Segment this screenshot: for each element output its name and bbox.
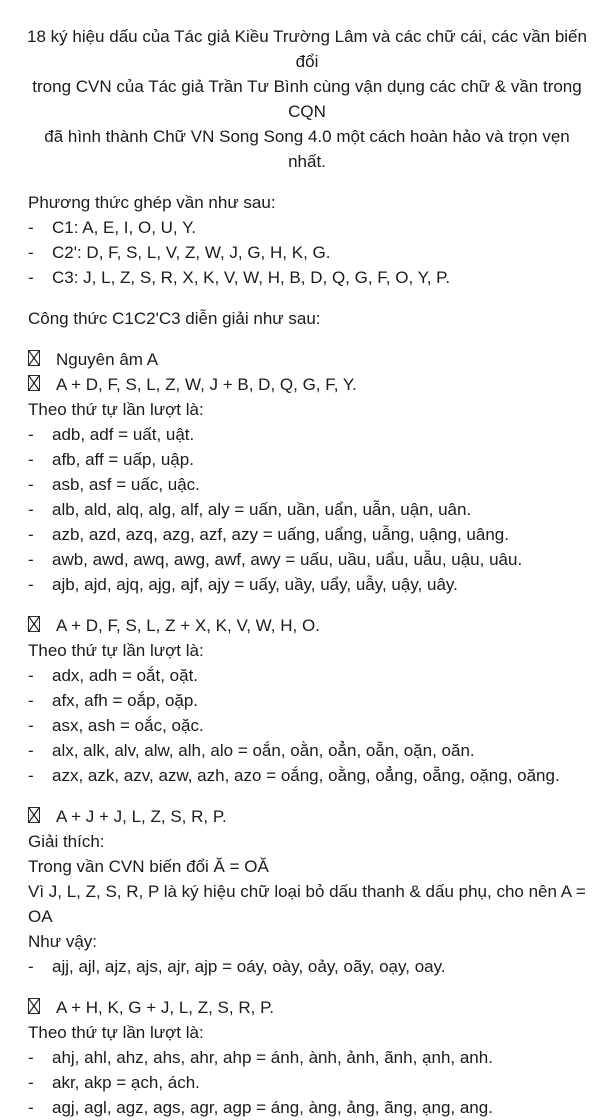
dash-bullet: - <box>28 450 34 469</box>
dash-bullet: - <box>28 716 34 735</box>
dash-item-text: afb, aff = uấp, uập. <box>52 450 194 469</box>
text-line: Theo thứ tự lần lượt là: <box>28 1023 204 1042</box>
dash-item-text: alx, alk, alv, alw, alh, alo = oắn, oằn, oẳn, oẵn, oặn, oăn. <box>52 741 475 760</box>
dash-list-item <box>28 954 586 979</box>
dash-bullet: - <box>28 766 34 785</box>
dash-item-text: azb, azd, azq, azg, azf, azy = uấng, uẩng, uẫng, uậng, uâng. <box>52 525 509 544</box>
dash-bullet: - <box>28 575 34 594</box>
dash-item-text: alb, ald, alq, alg, alf, aly = uấn, uần, uẩn, uẫn, uận, uân. <box>52 500 472 519</box>
dash-list-item <box>28 1095 586 1120</box>
dash-bullet: - <box>28 525 34 544</box>
spacer <box>28 788 586 804</box>
dash-bullet: - <box>28 425 34 444</box>
dash-list-item <box>28 215 586 240</box>
formula-heading <box>28 372 586 397</box>
dash-list-item <box>28 713 586 738</box>
missing-glyph-icon <box>28 616 40 632</box>
document-body <box>28 24 586 1120</box>
spacer <box>28 597 586 613</box>
dash-bullet: - <box>28 1048 34 1067</box>
missing-glyph-icon <box>28 350 40 366</box>
dash-list-item <box>28 522 586 547</box>
intro-paragraph-line: đã hình thành Chữ VN Song Song 4.0 một cách hoàn hảo và trọn vẹn nhất. <box>44 127 570 171</box>
dash-list-item <box>28 422 586 447</box>
text-line: Trong vần CVN biến đổi Ă = OĂ <box>28 857 269 876</box>
dash-bullet: - <box>28 550 34 569</box>
dash-item-text: adx, adh = oắt, oặt. <box>52 666 199 685</box>
dash-bullet: - <box>28 500 34 519</box>
dash-bullet: - <box>28 666 34 685</box>
dash-list-item <box>28 265 586 290</box>
missing-glyph-icon <box>28 807 40 823</box>
dash-list-item <box>28 472 586 497</box>
dash-bullet: - <box>28 1073 34 1092</box>
dash-bullet: - <box>28 1098 34 1117</box>
dash-list-item <box>28 763 586 788</box>
dash-item-text: ahj, ahl, ahz, ahs, ahr, ahp = ánh, ành, ảnh, ãnh, ạnh, anh. <box>52 1048 493 1067</box>
dash-list-item <box>28 738 586 763</box>
text-line: Như vậy: <box>28 932 98 951</box>
text-line: Vì J, L, Z, S, R, P là ký hiệu chữ loại bỏ dấu thanh & dấu phụ, cho nên A = OA <box>28 882 586 926</box>
formula-text: A + D, F, S, L, Z + X, K, V, W, H, O. <box>56 616 320 635</box>
formula-text: A + H, K, G + J, L, Z, S, R, P. <box>56 998 274 1017</box>
formula-text: A + D, F, S, L, Z, W, J + B, D, Q, G, F, Y. <box>56 375 357 394</box>
dash-list-item <box>28 572 586 597</box>
missing-glyph-icon <box>28 375 40 391</box>
text-line: Theo thứ tự lần lượt là: <box>28 641 204 660</box>
dash-item-text: ajj, ajl, ajz, ajs, ajr, ajp = oáy, oày, oảy, oãy, oạy, oay. <box>52 957 446 976</box>
dash-list-item <box>28 447 586 472</box>
dash-item-text: C1: A, E, I, O, U, Y. <box>52 218 196 237</box>
formula-text: A + J + J, L, Z, S, R, P. <box>56 807 227 826</box>
dash-list-item <box>28 688 586 713</box>
spacer <box>28 331 586 347</box>
dash-item-text: akr, akp = ạch, ách. <box>52 1073 200 1092</box>
text-line: Giải thích: <box>28 832 105 851</box>
dash-bullet: - <box>28 268 34 287</box>
dash-item-text: agj, agl, agz, ags, agr, agp = áng, àng, ảng, ãng, ạng, ang. <box>52 1098 493 1117</box>
dash-list-item <box>28 240 586 265</box>
intro-paragraph-line: trong CVN của Tác giả Trần Tư Bình cùng vận dụng các chữ & vần trong CQN <box>32 77 582 121</box>
spacer <box>28 290 586 306</box>
dash-bullet: - <box>28 218 34 237</box>
formula-heading <box>28 995 586 1020</box>
dash-list-item <box>28 1070 586 1095</box>
text-line: Phương thức ghép vần như sau: <box>28 193 276 212</box>
text-line: Công thức C1C2'C3 diễn giải như sau: <box>28 309 321 328</box>
dash-item-text: asb, asf = uấc, uậc. <box>52 475 200 494</box>
dash-item-text: asx, ash = oắc, oặc. <box>52 716 204 735</box>
intro-paragraph-line: 18 ký hiệu dấu của Tác giả Kiều Trường Lâm và các chữ cái, các vần biến đổi <box>27 27 587 71</box>
dash-bullet: - <box>28 957 34 976</box>
dash-list-item <box>28 1045 586 1070</box>
missing-glyph-icon <box>28 998 40 1014</box>
dash-bullet: - <box>28 243 34 262</box>
spacer <box>28 174 586 190</box>
dash-item-text: azx, azk, azv, azw, azh, azo = oắng, oằng, oẳng, oẵng, oặng, oăng. <box>52 766 560 785</box>
dash-item-text: ajb, ajd, ajq, ajg, ajf, ajy = uấy, uầy, uẩy, uẫy, uậy, uây. <box>52 575 458 594</box>
dash-item-text: C3: J, L, Z, S, R, X, K, V, W, H, B, D, Q, G, F, O, Y, P. <box>52 268 451 287</box>
dash-list-item <box>28 547 586 572</box>
dash-item-text: awb, awd, awq, awg, awf, awy = uấu, uầu, uẩu, uẫu, uậu, uâu. <box>52 550 523 569</box>
dash-item-text: adb, adf = uất, uật. <box>52 425 195 444</box>
spacer <box>28 979 586 995</box>
dash-item-text: afx, afh = oắp, oặp. <box>52 691 199 710</box>
formula-heading <box>28 804 586 829</box>
dash-bullet: - <box>28 741 34 760</box>
text-line: Theo thứ tự lần lượt là: <box>28 400 204 419</box>
dash-bullet: - <box>28 691 34 710</box>
dash-list-item <box>28 497 586 522</box>
dash-list-item <box>28 663 586 688</box>
dash-item-text: C2': D, F, S, L, V, Z, W, J, G, H, K, G. <box>52 243 331 262</box>
formula-text: Nguyên âm A <box>56 350 159 369</box>
formula-heading <box>28 347 586 372</box>
dash-bullet: - <box>28 475 34 494</box>
formula-heading <box>28 613 586 638</box>
